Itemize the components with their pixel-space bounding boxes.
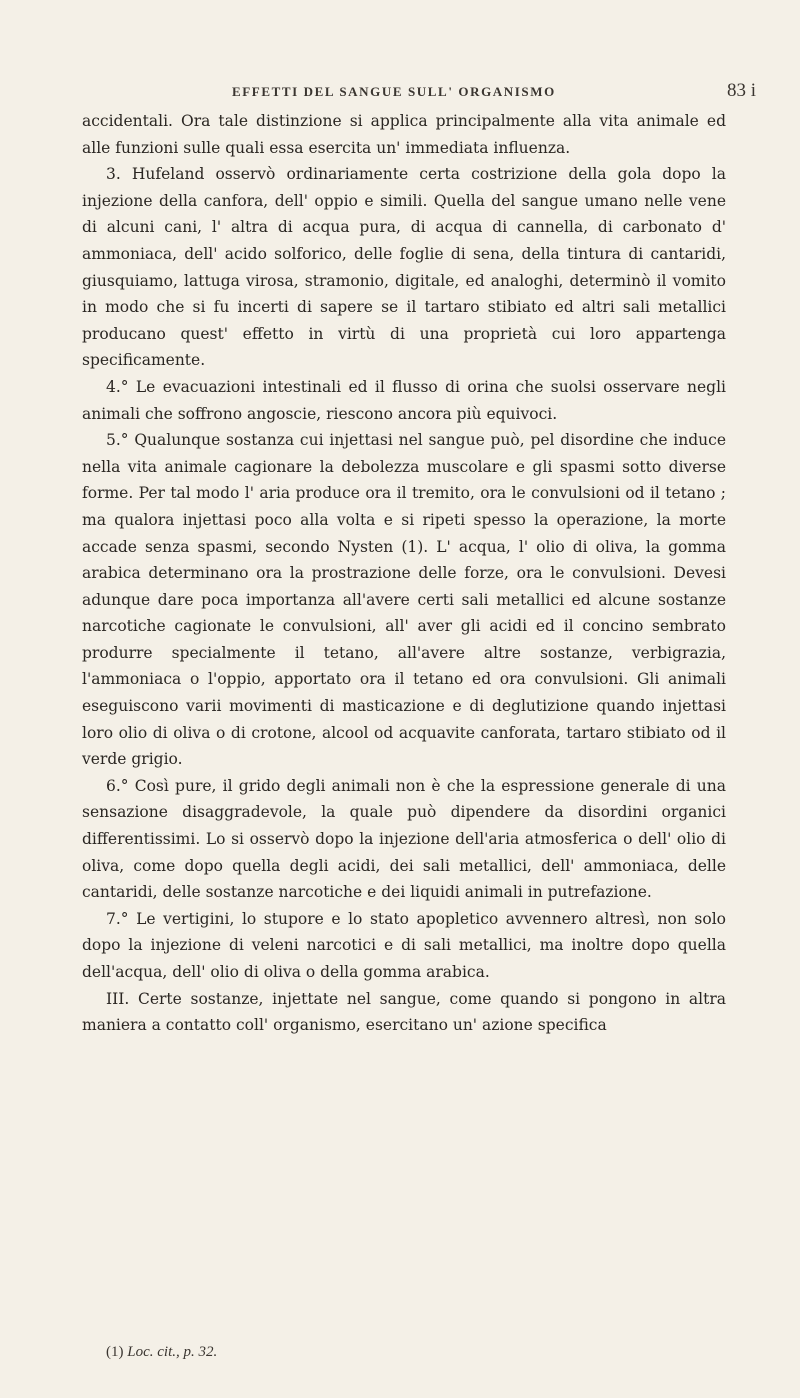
paragraph-1: accidentali. Ora tale distinzione si applica principalmente alla vita animale ed alle funzioni sulle quali essa esercita un' immediata influenza. [82, 112, 726, 157]
paragraph-3: 4.° Le evacuazioni intestinali ed il flusso di orina che suolsi osservare negli animali che soffrono angoscie, riescono ancora più equivoci. [82, 377, 726, 423]
paragraph-6: 7.° Le vertigini, lo stupore e lo stato apopletico avvennero altresì, non solo dopo la injezione di veleni narcotici e di sali metallici, ma inoltre dopo quella dell'acqua, dell' olio di oliva o della gomma arabica. [82, 909, 726, 981]
running-head [0, 80, 800, 108]
footnote-marker: (1) [106, 1344, 124, 1360]
footnote [106, 1344, 217, 1361]
running-title: EFFETTI DEL SANGUE SULL' ORGANISMO [232, 84, 556, 99]
paragraph-2: 3. Hufeland osservò ordinariamente certa costrizione della gola dopo la injezione della canfora, dell' oppio e simili. Quella del sangue umano nelle vene di alcuni cani, l' altra di acqua pura, di acqua di cannella, di carbonato d' ammoniaca, dell' acido solforico, delle foglie di sena, della tintura di cantaridi, giusquiamo, lattuga virosa, stramonio, digitale, ed analoghi, determinò il vomito in modo che si fu incerti di sapere se il tartaro stibiato ed altri sali metallici producano quest' effetto in virtù di una proprietà cui loro appartenga specificamente. [82, 165, 726, 370]
page-number: 83 i [727, 80, 757, 101]
paragraph-7: III. Certe sostanze, injettate nel sangue, come quando si pongono in altra maniera a contatto coll' organismo, esercitano un' azione specifica [82, 989, 726, 1035]
body-text [82, 108, 726, 1039]
footnote-citation: Loc. cit., p. 32. [127, 1344, 218, 1360]
paragraph-4: 5.° Qualunque sostanza cui injettasi nel sangue può, pel disordine che induce nella vita animale cagionare la debolezza muscolare e gli spasmi sotto diverse forme. Per tal modo l' aria produce ora il tremito, ora le convulsioni od il tetano ; ma qualora injettasi poco alla volta e si ripeti spesso la operazione, la morte accade senza spasmi, secondo Nysten (1). L' acqua, l' olio di oliva, la gomma arabica determinano ora la prostrazione delle forze, ora le convulsioni. Devesi adunque dare poca importanza all'avere certi sali metallici ed alcune sostanze narcotiche cagionate le convulsioni, all' aver gli acidi ed il concino sembrato produrre specialmente il tetano, all'avere altre sostanze, verbigrazia, l'ammoniaca o l'oppio, apportato ora il tetano ed ora convulsioni. Gli animali eseguiscono varii movimenti di masticazione e di deglutizione quando injettasi loro olio di oliva o di crotone, alcool od acquavite canforata, tartaro stibiato od il verde grigio. [82, 431, 726, 769]
paragraph-5: 6.° Così pure, il grido degli animali non è che la espressione generale di una sensazione disaggradevole, la quale può dipendere da disordini organici differentissimi. Lo si osservò dopo la injezione dell'aria atmosferica o dell' olio di oliva, come dopo quella degli acidi, dei sali metallici, dell' ammoniaca, delle cantaridi, delle sostanze narcotiche e dei liquidi animali in putrefazione. [82, 776, 726, 902]
